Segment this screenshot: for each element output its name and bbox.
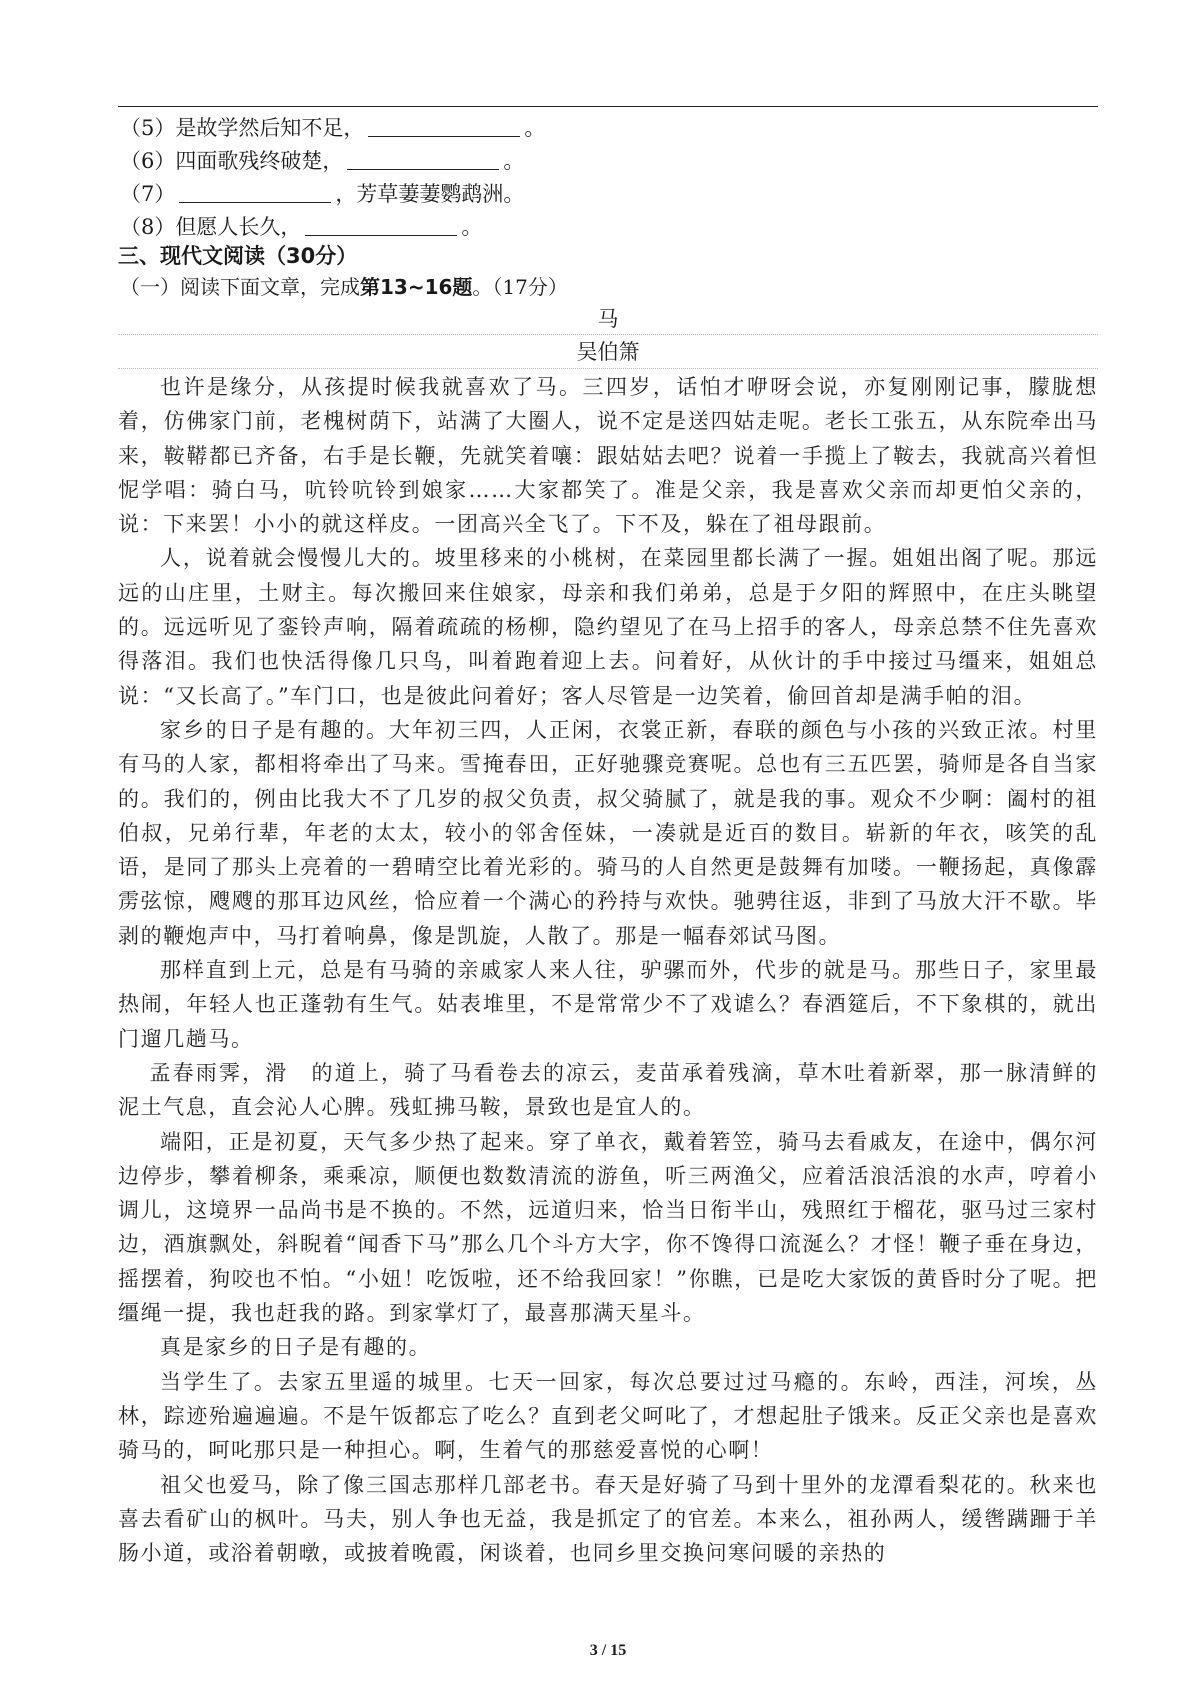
answer-blank[interactable] — [368, 116, 520, 137]
exam-page — [118, 0, 1098, 1700]
item-number: （7） — [120, 182, 176, 206]
item-text-before: 四面歌残终破楚， — [175, 149, 344, 173]
fill-item-7 — [120, 178, 1100, 211]
paragraph: 人，说着就会慢慢儿大的。坡里移来的小桃树，在菜园里都长满了一握。姐姐出阁了呢。那远远的山庄里，土财主。每次搬回来住娘家，母亲和我们弟弟，总是于夕阳的辉照中，在庄头眺望的。远远听见了銮铃声响，隔着疏疏的杨柳，隐约望见了在马上招手的客人，母亲总禁不住先喜欢得落泪。我们也快活得像几只鸟，叫着跑着迎上去。问着好，从伙计的手中接过马缰来，姐姐总说：“又长高了。”车门口，也是彼此问着好；客人尽管是一边笑着，偷回首却是满手帕的泪。 — [118, 546, 1098, 708]
item-text-after: 。 — [461, 215, 483, 239]
fill-item-6 — [120, 145, 1100, 178]
article-author: 吴伯箫 — [118, 336, 1098, 369]
paragraph: 当学生了。去家五里遥的城里。七天一回家，每次总要过过马瘾的。东岭，西洼，河埃，丛林，踪迹殆遍遍遍。不是午饭都忘了吃么？直到老父呵叱了，才想起肚子饿来。反正父亲也是喜欢骑马的，呵叱那只是一种担心。啊，生着气的那慈爱喜悦的心啊！ — [118, 1369, 1098, 1463]
item-text-before: 但愿人长久， — [175, 215, 302, 239]
sub-title-suffix: 。（17分） — [472, 275, 568, 299]
fill-item-5 — [120, 112, 1100, 145]
answer-blank[interactable] — [179, 182, 331, 203]
answer-blank[interactable] — [347, 149, 499, 170]
paragraph: 端阳，正是初夏，天气多少热了起来。穿了单衣，戴着箬笠，骑马去看戚友，在途中，偶尔河边停步，攀着柳条，乘乘凉，顺便也数数清流的游鱼，听三两渔父，应着活浪活浪的水声，哼着小调儿，这境界一品尚书是不换的。不然，远道归来，恰当日衔半山，残照红于榴花，驱马过三家村边，酒旗飘处，斜睨着“闻香下马”那么几个斗方大字，你不馋得口流涎么？才怪！鞭子垂在身边，摇摆着，狗咬也不怕。“小妞！吃饭啦，还不给我回家！”你瞧，已是吃大家饭的黄昏时分了呢。把缰绳一提，我也赶我的路。到家掌灯了，最喜那满天星斗。 — [118, 1129, 1098, 1326]
sub-title-bold: 第13~16题 — [360, 275, 473, 299]
item-number: （8） — [120, 215, 176, 239]
paragraph: 家乡的日子是有趣的。大年初三四，人正闲，衣裳正新，春联的颜色与小孩的兴致正浓。村里有马的人家，都相将牵出了马来。雪掩春田，正好驰骤竞赛呢。总也有三五匹罢，骑师是各自当家的。我们的，例由比我大不了几岁的叔父负责，叔父骑腻了，就是我的事。观众不少啊：阖村的祖伯叔，兄弟行辈，年老的太太，较小的邻舍侄妹，一凑就是近百的数目。崭新的年衣，咳笑的乱语，是同了那头上亮着的一碧晴空比着光彩的。骑马的人自然更是鼓舞有加喽。一鞭扬起，真像霹雳弦惊，飕飕的那耳边风丝，恰应着一个满心的矜持与欢快。驰骋往返，非到了马放大汗不歇。毕剥的鞭炮声中，马打着响鼻，像是凯旋，人散了。那是一幅春郊试马图。 — [118, 717, 1098, 948]
fill-item-8 — [120, 211, 1100, 244]
item-text-after: 。 — [503, 149, 525, 173]
answer-blank[interactable] — [305, 215, 457, 236]
top-rule — [118, 106, 1098, 107]
paragraph: 那样直到上元，总是有马骑的亲戚家人来人往，驴骡而外，代步的就是马。那些日子，家里最热闹，年轻人也正蓬勃有生气。姑表堆里，不是常常少不了戏谑么？春酒筵后，不下象棋的，就出门遛几趟马。 — [118, 958, 1098, 1051]
paragraph: 孟春雨霁，滑 的道上，骑了马看卷去的凉云，麦苗承着残滴，草木吐着新翠，那一脉清鲜的泥土气息，直会沁人心脾。残虹拂马鞍，景致也是宜人的。 — [118, 1060, 1098, 1120]
item-text-before: 是故学然后知不足， — [175, 116, 365, 140]
item-text-after: 。 — [524, 116, 546, 140]
page-number: 3 / 15 — [589, 1642, 627, 1659]
item-text-after: ，芳草萋萋鹦鹉洲。 — [335, 182, 525, 206]
item-number: （6） — [120, 149, 176, 173]
item-number: （5） — [120, 116, 176, 140]
sub-title-prefix: （一）阅读下面文章，完成 — [120, 275, 360, 299]
fill-in-questions — [120, 112, 1100, 244]
article-title: 马 — [118, 304, 1098, 335]
article-body — [118, 370, 1098, 1570]
paragraph: 祖父也爱马，除了像三国志那样几部老书。春天是好骑了马到十里外的龙潭看梨花的。秋来也喜去看矿山的枫叶。马夫，别人争也无益，我是抓定了的官差。本来么，祖孙两人，缓辔蹒跚于羊肠小道，或浴着朝暾，或披着晚霞，闲谈着，也同乡里交换问寒问暖的亲热的 — [118, 1472, 1098, 1566]
paragraph: 也许是缘分，从孩提时候我就喜欢了马。三四岁，话怕才咿呀会说，亦复刚刚记事，朦胧想着，仿佛家门前，老槐树荫下，站满了大圈人，说不定是送四姑走呢。老长工张五，从东院牵出马来，鞍鞯都已齐备，右手是长鞭，先就笑着嚷：跟姑姑去吧？说着一手揽上了鞍去，我就高兴着怛怩学唱：骑白马，吭铃吭铃到娘家……大家都笑了。准是父亲，我是喜欢父亲而却更怕父亲的，说：下来罢！小小的就这样皮。一团高兴全飞了。下不及，躲在了祖母跟前。 — [118, 375, 1098, 537]
sub-section-title — [120, 272, 568, 302]
paragraph: 真是家乡的日子是有趣的。 — [160, 1335, 432, 1360]
section-title: 三、现代文阅读（30分） — [118, 244, 358, 268]
